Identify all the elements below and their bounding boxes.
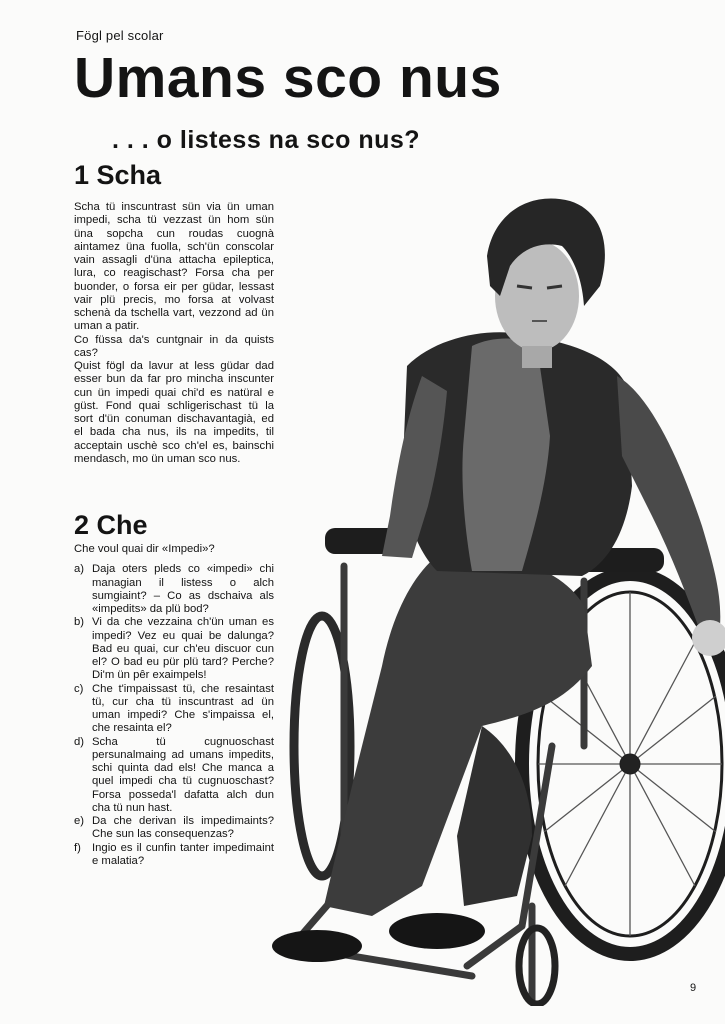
item-letter: a)	[74, 563, 85, 576]
section-1-heading: 1 Scha	[74, 160, 162, 190]
page-title: Umans sco nus	[74, 46, 502, 110]
item-letter: e)	[74, 815, 85, 827]
item-text: Ingio es il cunfin tanter impedimaint e malatia?	[92, 841, 274, 867]
trousers	[324, 553, 592, 916]
shoe-left	[272, 930, 362, 962]
item-text: Daja oters pleds co «impedi» chi managian il listess o alch sumgiaint? – Co as dschaiva als «impedits» da plü bod?	[92, 563, 274, 615]
kicker: Fögl pel scolar	[76, 28, 164, 43]
shoe-right	[389, 913, 485, 949]
section-2-intro: Che voul quai dir «Impedi»?	[74, 543, 215, 555]
item-text: Da che derivan ils impedimaints? Che sun las consequenzas?	[92, 815, 274, 841]
page-number: 9	[690, 982, 697, 994]
paragraph: Quist fögl da lavur at less güdar dad esser bun da far pro mincha inscunter cun ün impedi quai chi'd es natüral e güst. Fond quai schligerischast tü la sort d'ün conuman dischavantagià, ed el bada cha nus, ils na impedits, til acceptain uschè sco ch'el es, bainschi mendasch, mo ün uman sco nus.	[74, 360, 274, 465]
arm-right	[617, 376, 720, 636]
page-subtitle: . . . o listess na sco nus?	[112, 126, 421, 154]
item-text: Che t'impaissast tü, che resaintast tü, cur cha tü inscuntrast ad ün uman impedi? Che s'impaissa el, che resainta el?	[92, 682, 274, 735]
item-text: Vi da che vezzaina ch'ün uman es impedi? Vez eu quai be dalunga? Bad eu quai, cur ch'eu discuor cun el? O bad eu pür plü tard? Perche? Di'm ün pêr exaimpels!	[92, 616, 274, 682]
caster-wheel	[519, 928, 555, 1004]
paragraph: Scha tü inscuntrast sün via ün uman impedi, scha tü vezzast ün hom sün üna sopcha cun roudas cuognà aintamez üna fuolla, sch'ün conscolar vain assagli d'üna attacha epileptica, lura, co reagischast? Forsa cha per buonder, o forsa eir per güdar, lessast vair plü precis, mo forsa at volvast schenà da tschella vart, vezzond ad ün uman a patir.	[74, 201, 274, 333]
section-2-heading: 2 Che	[74, 510, 148, 540]
item-letter: b)	[74, 616, 85, 629]
wheelchair-photo	[232, 186, 725, 1006]
item-letter: c)	[74, 682, 84, 695]
item-letter: f)	[74, 841, 81, 854]
item-letter: d)	[74, 735, 85, 748]
item-text: Scha tü cugnuoschast persunalmaing ad umans impedits, schi quinta dad els! Che manca a quel impedi cha tü cugnuoschast? Forsa posseda'l dafatta alch dun cha tü nun hast.	[92, 735, 274, 814]
paragraph: Co füssa da's cuntgnair in da quists cas?	[74, 333, 274, 359]
